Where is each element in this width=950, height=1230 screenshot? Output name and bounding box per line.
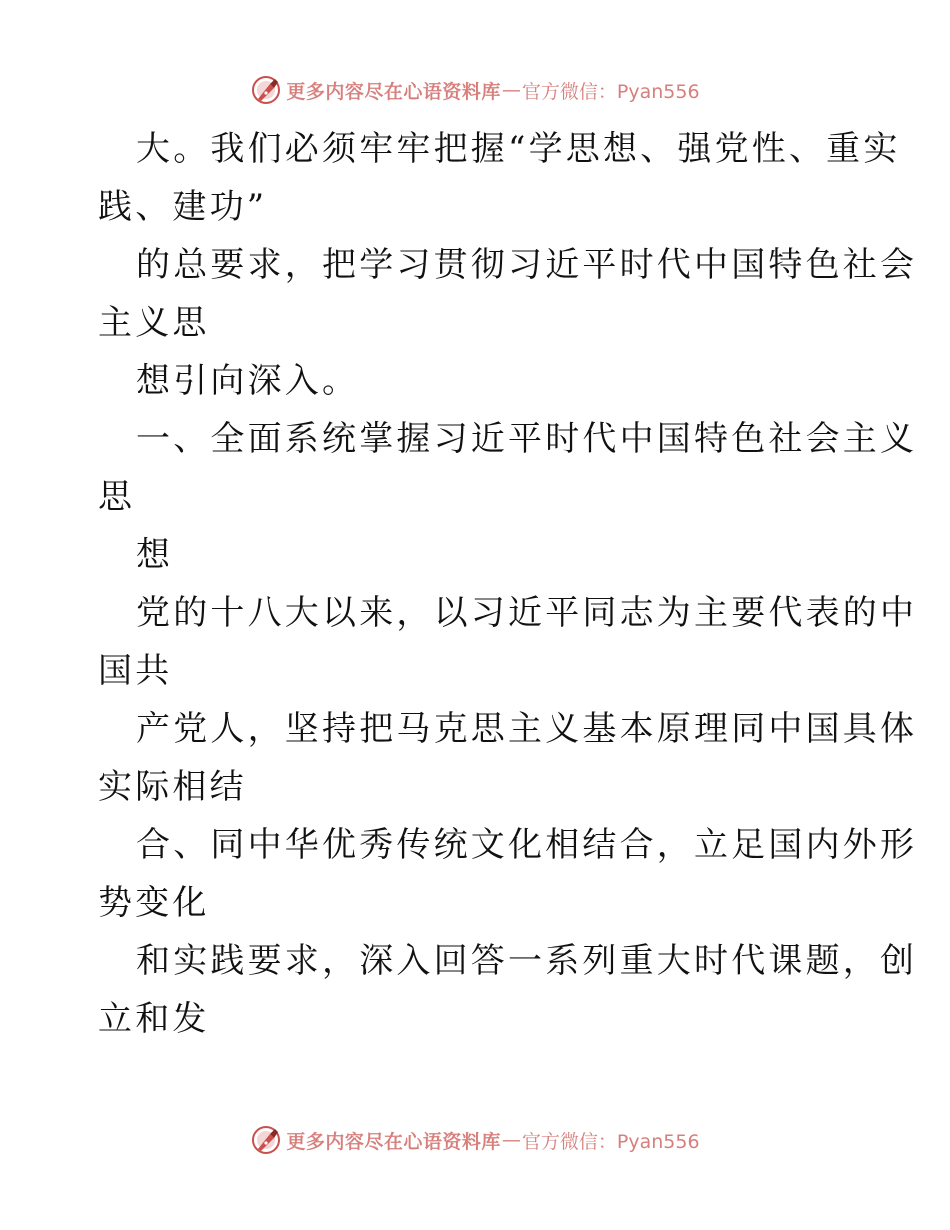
watermark-contact: 官方微信：Pyan556: [521, 80, 700, 103]
text-line: 实际相结: [98, 767, 247, 807]
document-body: [98, 120, 918, 1048]
text-line: 想: [136, 535, 174, 575]
footer-watermark: [0, 1122, 950, 1158]
pen-nib-logo-icon: [250, 74, 282, 106]
section-heading-continued: 思: [98, 477, 136, 517]
text-line: 大。我们必须牢牢把握“学思想、强党性、重实: [136, 129, 901, 169]
text-line: 想引向深入。: [136, 361, 360, 401]
text-line: 和实践要求，深入回答一系列重大时代课题，创: [136, 941, 918, 981]
watermark-brand: 更多内容尽在心语资料库: [286, 1130, 501, 1153]
watermark-contact: 官方微信：Pyan556: [521, 1130, 700, 1153]
text-line: 势变化: [98, 883, 210, 923]
watermark-brand: 更多内容尽在心语资料库: [286, 80, 501, 103]
text-line: 立和发: [98, 999, 210, 1039]
text-line: 的总要求，把学习贯彻习近平时代中国特色社会: [136, 245, 918, 285]
watermark-separator: —: [501, 79, 521, 101]
text-line: 践、建功”: [98, 187, 268, 227]
text-line: 国共: [98, 651, 173, 691]
pen-nib-logo-icon: [250, 1124, 282, 1156]
watermark-separator: —: [501, 1129, 521, 1151]
text-line: 主义思: [98, 303, 210, 343]
section-heading: 一、全面系统掌握习近平时代中国特色社会主义: [136, 419, 918, 459]
header-watermark: [0, 72, 950, 108]
text-line: 党的十八大以来，以习近平同志为主要代表的中: [136, 593, 918, 633]
text-line: 合、同中华优秀传统文化相结合，立足国内外形: [136, 825, 918, 865]
text-line: 产党人，坚持把马克思主义基本原理同中国具体: [136, 709, 918, 749]
